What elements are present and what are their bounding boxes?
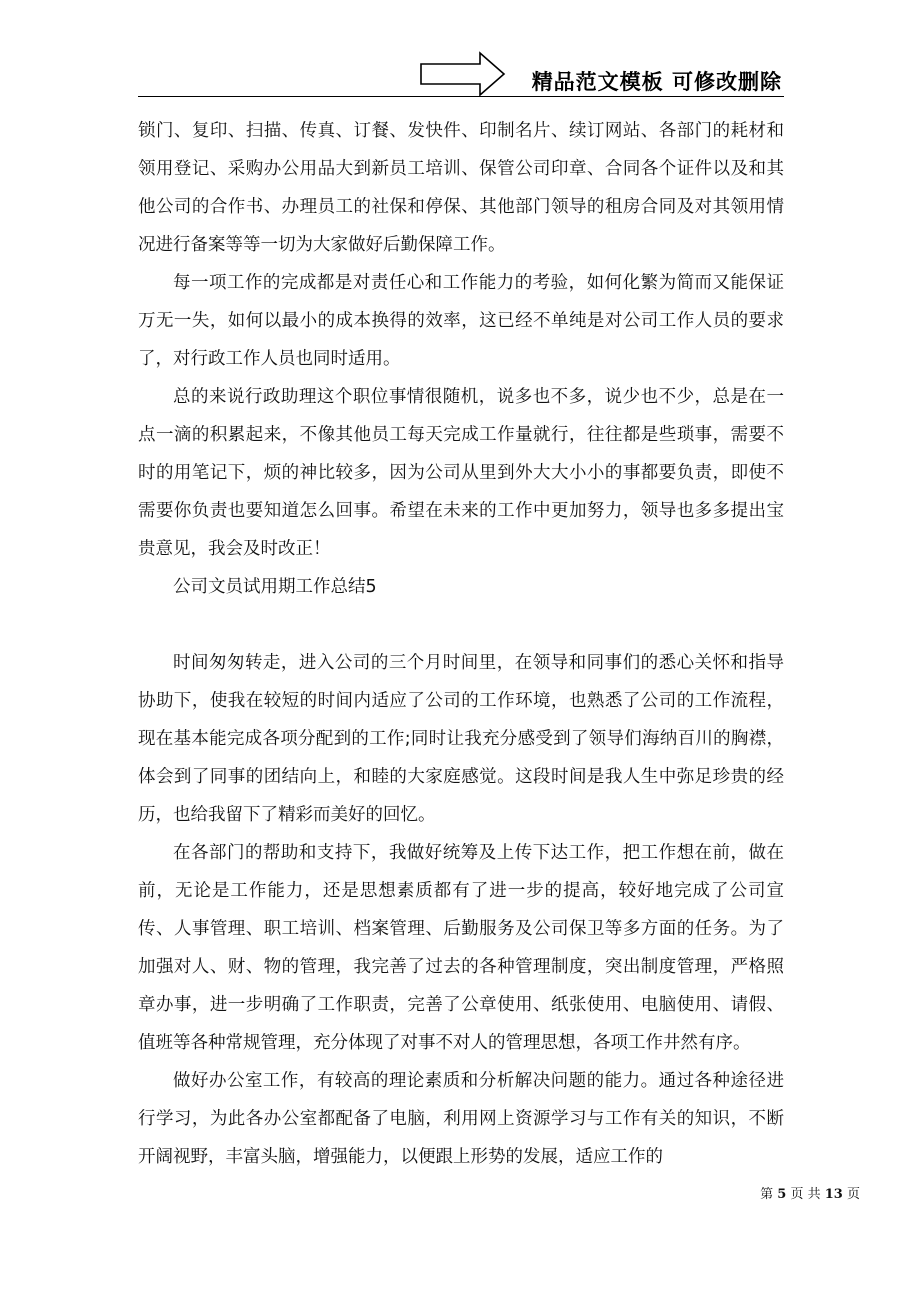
section-heading: 公司文员试用期工作总结5 xyxy=(173,577,377,597)
header-divider xyxy=(138,96,784,97)
document-body xyxy=(138,112,784,1176)
paragraph: 在各部门的帮助和支持下，我做好统筹及上传下达工作，把工作想在前，做在前，无论是工作能力，还是思想素质都有了进一步的提高，较好地完成了公司宣传、人事管理、职工培训、档案管理、后勤服务及公司保卫等多方面的任务。为了加强对人、财、物的管理，我完善了过去的各种管理制度，突出制度管理，严格照章办事，进一步明确了工作职责，完善了公章使用、纸张使用、电脑使用、请假、值班等各种常规管理，充分体现了对事不对人的管理思想，各项工作井然有序。 xyxy=(138,843,784,1053)
footer-suffix: 页 xyxy=(846,1187,860,1202)
paragraph: 每一项工作的完成都是对责任心和工作能力的考验，如何化繁为简而又能保证万无一失，如何以最小的成本换得的效率，这已经不单纯是对公司工作人员的要求了，对行政工作人员也同时适用。 xyxy=(138,273,784,369)
paragraph-continued: 锁门、复印、扫描、传真、订餐、发快件、印制名片、续订网站、各部门的耗材和领用登记、采购办公用品大到新员工培训、保管公司印章、合同各个证件以及和其他公司的合作书、办理员工的社保和停保、其他部门领导的租房合同及对其领用情况进行备案等等一切为大家做好后勤保障工作。 xyxy=(138,121,784,255)
right-arrow-outline-icon xyxy=(420,51,508,101)
total-pages-number: 13 xyxy=(824,1187,843,1202)
paragraph: 做好办公室工作，有较高的理论素质和分析解决问题的能力。通过各种途径进行学习，为此各办公室都配备了电脑，利用网上资源学习与工作有关的知识，不断开阔视野，丰富头脑，增强能力，以便跟上形势的发展，适应工作的 xyxy=(138,1071,784,1167)
footer-middle: 页 共 xyxy=(790,1187,821,1202)
page-header xyxy=(0,0,920,110)
paragraph: 时间匆匆转走，进入公司的三个月时间里，在领导和同事们的悉心关怀和指导协助下，使我在较短的时间内适应了公司的工作环境，也熟悉了公司的工作流程，现在基本能完成各项分配到的工作;同时让我充分感受到了领导们海纳百川的胸襟，体会到了同事的团结向上，和睦的大家庭感觉。这段时间是我人生中弥足珍贵的经历，也给我留下了精彩而美好的回忆。 xyxy=(138,653,784,825)
current-page-number: 5 xyxy=(777,1187,787,1202)
paragraph: 总的来说行政助理这个职位事情很随机，说多也不多，说少也不少，总是在一点一滴的积累起来，不像其他员工每天完成工作量就行，往往都是些琐事，需要不时的用笔记下，烦的神比较多，因为公司从里到外大大小小的事都要负责，即使不需要你负责也要知道怎么回事。希望在未来的工作中更加努力，领导也多多提出宝贵意见，我会及时改正！ xyxy=(138,387,784,559)
header-title: 精品范文模板 可修改删除 xyxy=(531,70,782,94)
footer-prefix: 第 xyxy=(760,1187,774,1202)
page-number-footer xyxy=(760,1183,860,1202)
